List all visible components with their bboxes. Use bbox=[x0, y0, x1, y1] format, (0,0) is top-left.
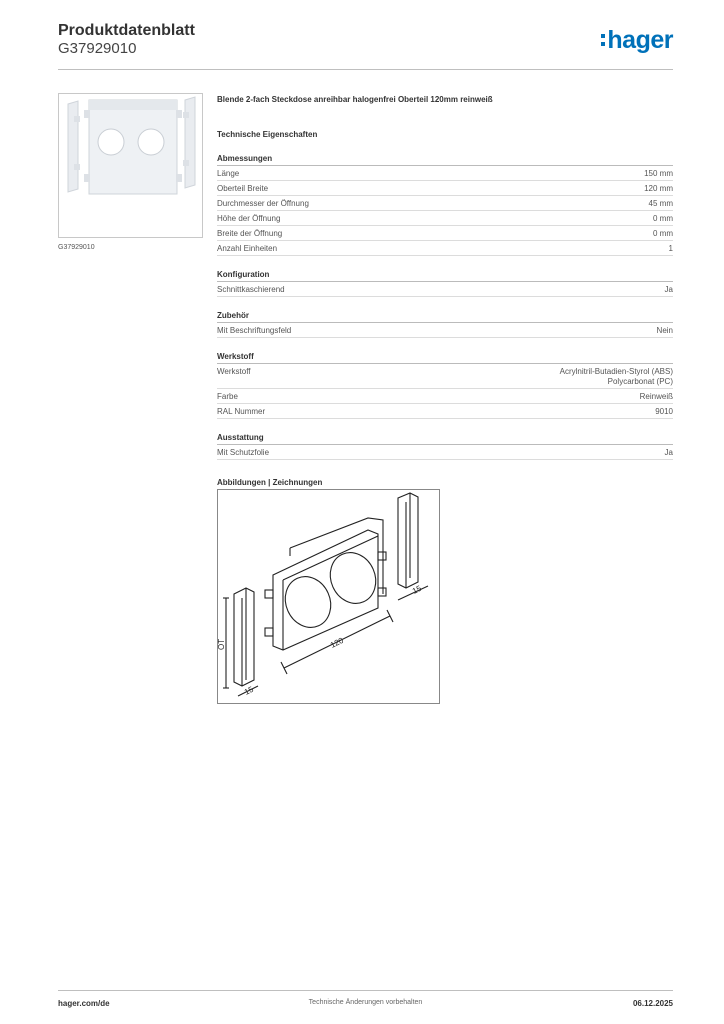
property-section bbox=[217, 154, 673, 256]
property-label: Werkstoff bbox=[217, 367, 251, 376]
property-value-line: 45 mm bbox=[648, 199, 673, 208]
property-label: RAL Nummer bbox=[217, 407, 266, 416]
property-value bbox=[657, 326, 673, 336]
section-title: Ausstattung bbox=[217, 433, 673, 445]
property-label: Mit Schutzfolie bbox=[217, 448, 270, 457]
property-section bbox=[217, 352, 673, 419]
property-row bbox=[217, 166, 673, 181]
property-value-line: 0 mm bbox=[653, 214, 673, 223]
property-row bbox=[217, 241, 673, 256]
property-value-line: 120 mm bbox=[644, 184, 673, 193]
property-row bbox=[217, 226, 673, 241]
property-label: Schnittkaschierend bbox=[217, 285, 285, 294]
section-title: Konfiguration bbox=[217, 270, 673, 282]
property-label: Farbe bbox=[217, 392, 238, 401]
property-value bbox=[653, 229, 673, 239]
property-label: Mit Beschriftungsfeld bbox=[217, 326, 292, 335]
technical-drawing bbox=[217, 489, 440, 704]
property-value-line: 0 mm bbox=[653, 229, 673, 238]
property-value bbox=[665, 448, 673, 458]
property-label: Oberteil Breite bbox=[217, 184, 269, 193]
drawings-heading: Abbildungen | Zeichnungen bbox=[217, 478, 323, 487]
property-section bbox=[217, 433, 673, 460]
product-image bbox=[58, 93, 203, 238]
website-link[interactable]: hager.com/de bbox=[58, 999, 110, 1008]
dim-width-label: 120 bbox=[328, 635, 345, 650]
image-caption: G37929010 bbox=[58, 244, 95, 251]
property-section bbox=[217, 311, 673, 338]
property-row bbox=[217, 404, 673, 419]
property-value bbox=[560, 367, 673, 387]
product-photo-icon bbox=[59, 94, 202, 237]
property-value bbox=[655, 407, 673, 417]
property-value-line: Ja bbox=[664, 285, 673, 294]
property-value-line: Nein bbox=[656, 326, 673, 335]
property-value bbox=[669, 244, 673, 254]
property-value-line: 1 bbox=[668, 244, 673, 253]
property-value-line: 150 mm bbox=[644, 169, 673, 178]
dim-height-label: OT bbox=[217, 638, 226, 650]
property-row bbox=[217, 196, 673, 211]
footer-notice: Technische Änderungen vorbehalten bbox=[308, 999, 423, 1006]
property-row bbox=[217, 181, 673, 196]
property-value bbox=[644, 169, 673, 179]
dim-side-left-label: 15 bbox=[242, 684, 255, 697]
property-row bbox=[217, 389, 673, 404]
property-row bbox=[217, 364, 673, 389]
technical-properties-heading: Technische Eigenschaften bbox=[217, 130, 318, 139]
property-label: Anzahl Einheiten bbox=[217, 244, 278, 253]
property-label: Höhe der Öffnung bbox=[217, 214, 281, 223]
section-title: Abmessungen bbox=[217, 154, 673, 166]
property-value bbox=[640, 392, 673, 402]
property-value-line: Reinweiß bbox=[639, 392, 673, 401]
property-section bbox=[217, 270, 673, 297]
product-description: Blende 2-fach Steckdose anreihbar halogenfrei Oberteil 120mm reinweiß bbox=[217, 95, 493, 104]
property-value bbox=[649, 199, 673, 209]
dim-side-right-label: 15 bbox=[410, 583, 423, 596]
property-label: Durchmesser der Öffnung bbox=[217, 199, 309, 208]
page-header bbox=[58, 20, 673, 70]
property-value bbox=[644, 184, 673, 194]
document-title: Produktdatenblatt bbox=[58, 22, 195, 39]
property-row bbox=[217, 445, 673, 460]
page-footer bbox=[58, 990, 673, 1020]
product-details bbox=[217, 95, 673, 487]
property-row bbox=[217, 323, 673, 338]
hager-logo bbox=[601, 27, 673, 53]
article-number: G37929010 bbox=[58, 40, 137, 57]
section-title: Werkstoff bbox=[217, 352, 673, 364]
section-title: Zubehör bbox=[217, 311, 673, 323]
property-value-line: Polycarbonat (PC) bbox=[607, 377, 673, 386]
property-label: Breite der Öffnung bbox=[217, 229, 283, 238]
logo-colon-icon bbox=[601, 34, 605, 46]
property-row bbox=[217, 211, 673, 226]
dimension-drawing-icon bbox=[218, 490, 439, 703]
logo-text: hager bbox=[607, 26, 673, 54]
property-row bbox=[217, 282, 673, 297]
property-value-line: Ja bbox=[664, 448, 673, 457]
property-sections bbox=[217, 154, 673, 460]
property-value-line: Acrylnitril-Butadien-Styrol (ABS) bbox=[559, 367, 673, 376]
property-value bbox=[653, 214, 673, 224]
footer-date: 06.12.2025 bbox=[632, 999, 673, 1008]
property-label: Länge bbox=[217, 169, 240, 178]
property-value bbox=[665, 285, 673, 295]
property-value-line: 9010 bbox=[655, 407, 673, 416]
